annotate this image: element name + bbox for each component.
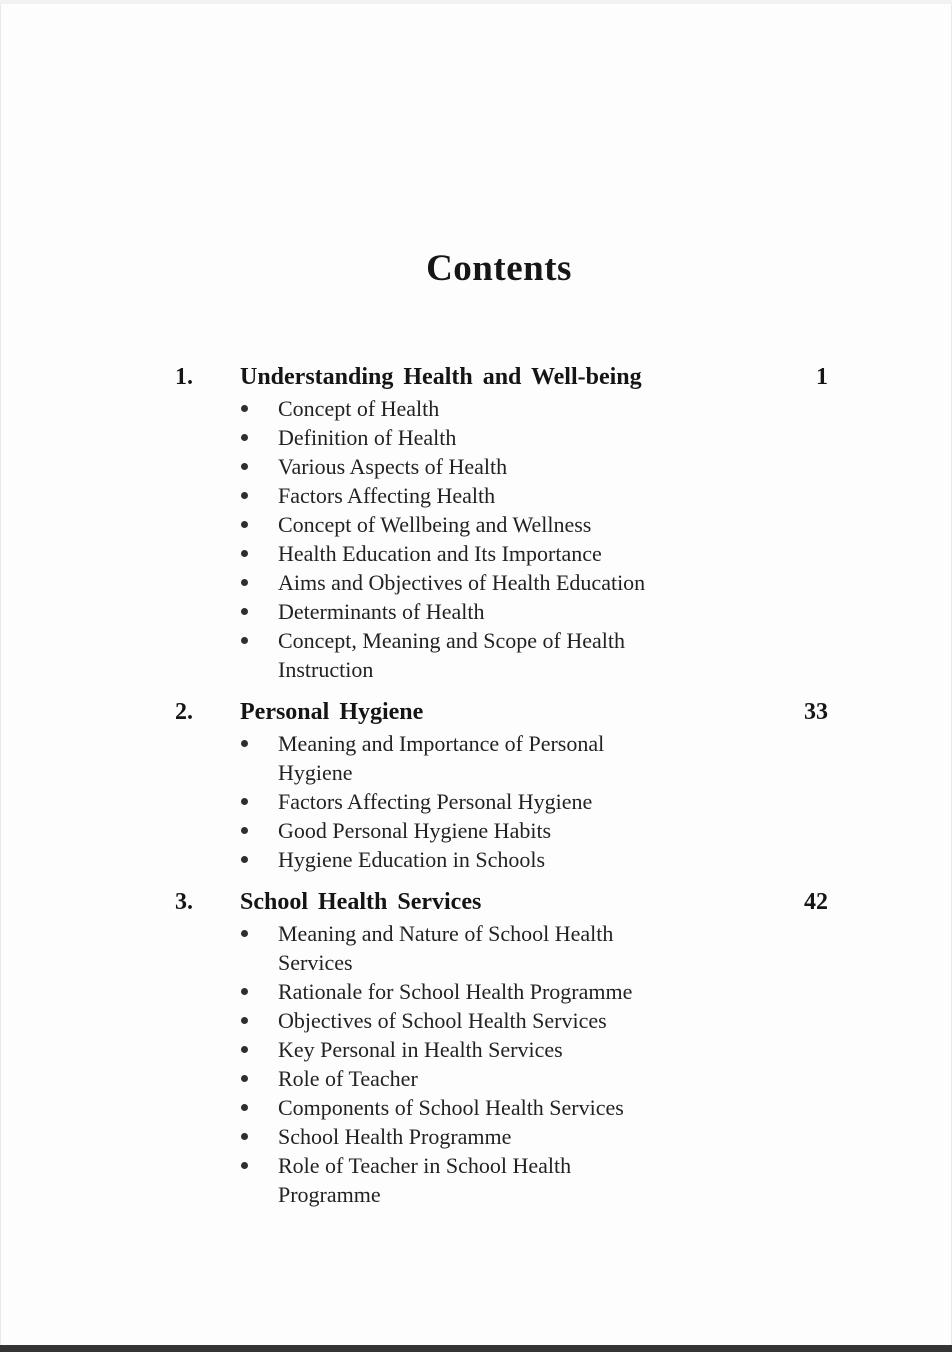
topic-item [175, 539, 828, 568]
topic-text [278, 568, 645, 597]
bullet-icon [241, 740, 248, 747]
topic-item [175, 1064, 828, 1093]
topic-item [175, 977, 828, 1006]
topic-item [175, 423, 828, 452]
chapter-number: 1. [175, 364, 193, 390]
topic-line: Definition of Health [278, 425, 457, 450]
topic-item [175, 1035, 828, 1064]
topic-line: Good Personal Hygiene Habits [278, 818, 552, 843]
topic-line: Instruction [278, 657, 374, 682]
topic-line: Components of School Health Services [278, 1095, 624, 1120]
chapter-number: 2. [175, 699, 193, 725]
bullet-icon [241, 1162, 248, 1169]
topic-line: Factors Affecting Personal Hygiene [278, 789, 593, 814]
bullet-icon [241, 827, 248, 834]
topic-line: Objectives of School Health Services [278, 1008, 607, 1033]
topic-line: School Health Programme [278, 1124, 512, 1149]
chapter-heading [175, 362, 828, 392]
topic-text [278, 394, 439, 423]
topic-text [278, 787, 592, 816]
bullet-icon [241, 798, 248, 805]
bullet-icon [241, 1046, 248, 1053]
scan-edge-top [0, 0, 952, 4]
topic-text [278, 539, 602, 568]
chapter-page-number: 42 [804, 889, 828, 915]
topic-item [175, 1151, 828, 1209]
topic-item [175, 919, 828, 977]
topic-text [278, 481, 495, 510]
topic-item [175, 1122, 828, 1151]
topic-item [175, 394, 828, 423]
topic-text [278, 816, 551, 845]
chapter-title: School Health Services [240, 889, 482, 915]
bullet-icon [241, 1075, 248, 1082]
topic-text [278, 423, 456, 452]
bullet-icon [241, 608, 248, 615]
bullet-icon [241, 550, 248, 557]
bullet-icon [241, 1133, 248, 1140]
topic-line: Concept, Meaning and Scope of Health [278, 628, 626, 653]
topic-text [278, 919, 613, 977]
bullet-icon [241, 930, 248, 937]
bullet-icon [241, 1104, 248, 1111]
topic-text [278, 1151, 571, 1209]
chapter-topics [175, 729, 828, 874]
bullet-icon [241, 856, 248, 863]
chapter-heading [175, 697, 828, 727]
topic-item [175, 1006, 828, 1035]
toc-chapter [175, 887, 828, 1209]
topic-item [175, 787, 828, 816]
chapter-page-number: 1 [816, 364, 828, 390]
bullet-icon [241, 405, 248, 412]
chapter-number: 3. [175, 889, 193, 915]
topic-line: Meaning and Importance of Personal [278, 731, 605, 756]
toc-chapter [175, 697, 828, 874]
bullet-icon [241, 492, 248, 499]
topic-text [278, 977, 632, 1006]
topic-line: Role of Teacher [278, 1066, 418, 1091]
topic-text [278, 845, 545, 874]
topic-line: Key Personal in Health Services [278, 1037, 563, 1062]
topic-line: Role of Teacher in School Health [278, 1153, 572, 1178]
topic-item [175, 845, 828, 874]
topic-text [278, 729, 604, 787]
topic-line: Rationale for School Health Programme [278, 979, 633, 1004]
bullet-icon [241, 463, 248, 470]
topic-item [175, 1093, 828, 1122]
topic-text [278, 1093, 624, 1122]
chapter-title: Understanding Health and Well-being [240, 364, 642, 390]
topic-text [278, 597, 485, 626]
bullet-icon [241, 988, 248, 995]
topic-line: Various Aspects of Health [278, 454, 508, 479]
scan-edge-bottom [0, 1345, 952, 1352]
topic-item [175, 510, 828, 539]
topic-line: Hygiene [278, 760, 353, 785]
topic-line: Factors Affecting Health [278, 483, 496, 508]
bullet-icon [241, 1017, 248, 1024]
topic-line: Health Education and Its Importance [278, 541, 602, 566]
topic-item [175, 626, 828, 684]
topic-line: Concept of Wellbeing and Wellness [278, 512, 592, 537]
topic-line: Services [278, 950, 353, 975]
topic-line: Determinants of Health [278, 599, 485, 624]
toc-chapter [175, 362, 828, 684]
topic-line: Aims and Objectives of Health Education [278, 570, 646, 595]
chapter-page-number: 33 [804, 699, 828, 725]
chapter-topics [175, 394, 828, 684]
bullet-icon [241, 579, 248, 586]
topic-text [278, 1064, 418, 1093]
topic-text [278, 1122, 511, 1151]
topic-item [175, 729, 828, 787]
chapter-title: Personal Hygiene [240, 699, 424, 725]
topic-item [175, 568, 828, 597]
chapter-topics [175, 919, 828, 1209]
topic-item [175, 816, 828, 845]
bullet-icon [241, 434, 248, 441]
topic-text [278, 1006, 607, 1035]
topic-item [175, 597, 828, 626]
topic-text [278, 452, 507, 481]
topic-item [175, 481, 828, 510]
topic-text [278, 626, 625, 684]
topic-line: Concept of Health [278, 396, 440, 421]
topic-text [278, 510, 591, 539]
topic-item [175, 452, 828, 481]
topic-line: Meaning and Nature of School Health [278, 921, 614, 946]
bullet-icon [241, 637, 248, 644]
page-title: Contents [426, 247, 572, 289]
bullet-icon [241, 521, 248, 528]
topic-line: Hygiene Education in Schools [278, 847, 546, 872]
topic-line: Programme [278, 1182, 381, 1207]
toc-list [175, 362, 828, 1209]
chapter-heading [175, 887, 828, 917]
topic-text [278, 1035, 563, 1064]
